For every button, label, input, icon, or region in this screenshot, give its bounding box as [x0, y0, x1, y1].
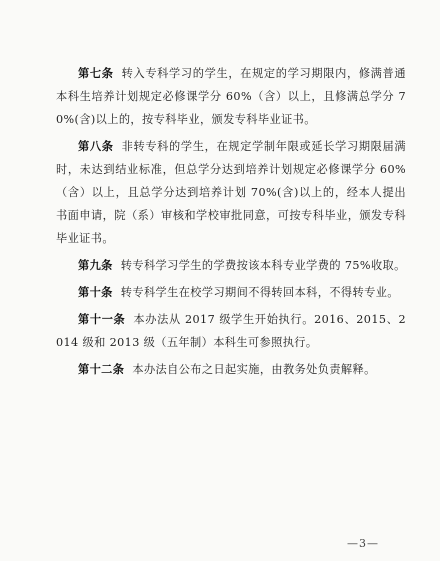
article-text: 非转专科的学生，在规定学制年限或延长学习期限届满时，未达到结业标准，但总学分达到培养计划规定必修课学分 60%（含）以上，且总学分达到培养计划 70%(含)以上的，经本人提出书面申请，院（系）审核和学校审批同意，可按专科毕业，颁发专科毕业证书。 [56, 140, 406, 245]
article-9 [56, 254, 406, 277]
page-number: —3— [347, 537, 379, 550]
article-text: 转入专科学习的学生，在规定的学习期限内，修满普通本科生培养计划规定必修课学分 60%（含）以上，且修满总学分 70%(含)以上的，按专科毕业，颁发专科毕业证书。 [56, 67, 406, 126]
article-number: 第十二条 [78, 362, 125, 376]
article-text: 本办法自公布之日起实施，由教务处负责解释。 [132, 363, 376, 376]
regulation-body [56, 62, 406, 385]
article-text: 转专科学习学生的学费按该本科专业学费的 75%收取。 [120, 259, 406, 272]
article-number: 第十一条 [78, 312, 126, 326]
article-text: 本办法从 2017 级学生开始执行。2016、2015、2014 级和 2013 级（五年制）本科生可参照执行。 [56, 313, 406, 349]
article-10 [56, 281, 406, 304]
article-number: 第七条 [78, 66, 114, 80]
article-12 [56, 358, 406, 381]
article-number: 第十条 [78, 285, 113, 299]
article-text: 转专科学生在校学习期间不得转回本科，不得转专业。 [120, 286, 399, 299]
article-8 [56, 135, 406, 250]
article-number: 第九条 [78, 258, 113, 272]
article-11 [56, 308, 406, 354]
article-7 [56, 62, 406, 131]
article-number: 第八条 [78, 139, 114, 153]
